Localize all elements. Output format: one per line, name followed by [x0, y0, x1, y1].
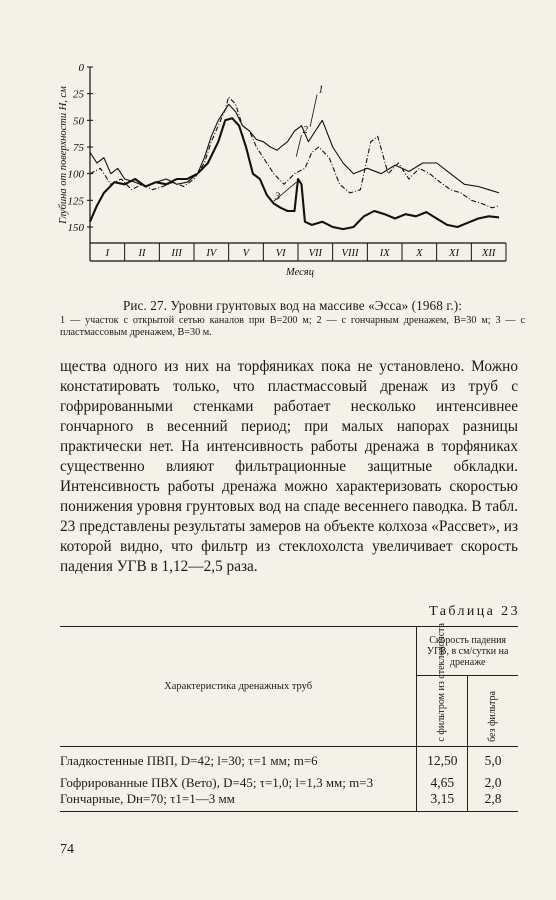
body-text: [60, 357, 518, 577]
month-label: III: [171, 248, 182, 259]
curve-label-leader: [296, 135, 301, 156]
month-label: VII: [308, 248, 323, 259]
month-label: IX: [379, 248, 390, 259]
groundwater-chart: [58, 55, 508, 287]
data-table: [60, 623, 518, 812]
month-label: II: [138, 248, 146, 259]
header-without-filter-label: без фильтра: [487, 691, 499, 742]
row-value-without-filter: 2,8: [468, 791, 518, 812]
header-characteristic: Характеристика дренажных труб: [60, 627, 417, 747]
table-row: [60, 747, 518, 770]
curve-label-leader: [310, 95, 317, 127]
figure-caption: [60, 298, 525, 339]
header-with-filter-label: с фильтром из стеклохолста: [436, 623, 448, 742]
y-tick-label: 150: [67, 222, 84, 234]
month-label: VI: [275, 248, 286, 259]
month-label: XII: [481, 248, 496, 259]
row-value-with-filter: 4,65: [417, 769, 468, 791]
header-without-filter: [468, 676, 518, 747]
row-value-with-filter: 12,50: [417, 747, 468, 770]
chart-svg: [58, 55, 508, 287]
caption-title: Рис. 27. Уровни грунтовых вод на массиве «Эсса» (1968 г.):: [122, 298, 463, 313]
table-row: [60, 791, 518, 812]
y-axis-label: Глубина от поверхности H, см: [58, 86, 69, 224]
row-name: Гончарные, Dн=70; τ1=1—3 мм: [60, 791, 417, 812]
row-name: Гладкостенные ПВП, D=42; l=30; τ=1 мм; m=6: [60, 753, 318, 768]
row-name: Гофрированные ПВХ (Вето), D=45; τ=1,0; l=1,3 мм; m=3: [60, 775, 374, 790]
curve-label: 3: [274, 190, 281, 203]
y-tick-label: 25: [73, 88, 84, 101]
y-tick-label: 100: [67, 168, 84, 181]
row-value-without-filter: 2,0: [468, 769, 518, 791]
series-2-line: [90, 97, 499, 208]
body-paragraph: щества одного из них на торфяниках пока не установлено. Можно констатировать только, что пластмассовый дренаж из труб с гофрированными стенками работает несколько интенсивнее гончарного в весенний период; при малых напорах разницы практически нет. На интенсивность работы дренажа в торфяниках существенно влияют фильтрационные защитные обкладки. Интенсивность работы дренажа можно характеризовать скоростью понижения уровня грунтовых вод на спаде весеннего паводка. В табл. 23 представлены результаты замеров на объекте колхоза «Рассвет», из которой видно, что фильтр из стеклохолста увеличивает скорость падения УГВ в 1,12—2,5 раза.: [60, 358, 518, 575]
month-label: IV: [206, 248, 217, 259]
y-tick-label: 125: [67, 195, 84, 208]
month-label: X: [416, 248, 423, 259]
row-value-with-filter: 3,15: [417, 791, 468, 812]
y-tick-label: 75: [73, 142, 84, 154]
header-speed: Скорость падения УГВ, в см/сутки на дренаже: [417, 627, 518, 676]
y-tick-label: 50: [73, 115, 84, 128]
month-label: XI: [449, 248, 459, 259]
curve-label: 2: [302, 124, 308, 137]
y-tick-label: 0: [78, 62, 84, 74]
month-label: I: [105, 248, 110, 259]
month-label: V: [242, 248, 250, 259]
table-label: Таблица 23: [429, 604, 520, 619]
page-number: 74: [60, 842, 74, 857]
month-label: VIII: [341, 248, 359, 259]
row-value-without-filter: 5,0: [468, 747, 518, 770]
caption-legend: 1 — участок с открытой сетью каналов при B=200 м; 2 — с гончарным дренажем, B=30 м; 3 — с пластмассовым дренажем, B=30 м.: [60, 315, 525, 338]
table-row: [60, 769, 518, 791]
curve-label: 1: [318, 83, 324, 96]
x-axis-label: Месяц: [286, 267, 314, 278]
